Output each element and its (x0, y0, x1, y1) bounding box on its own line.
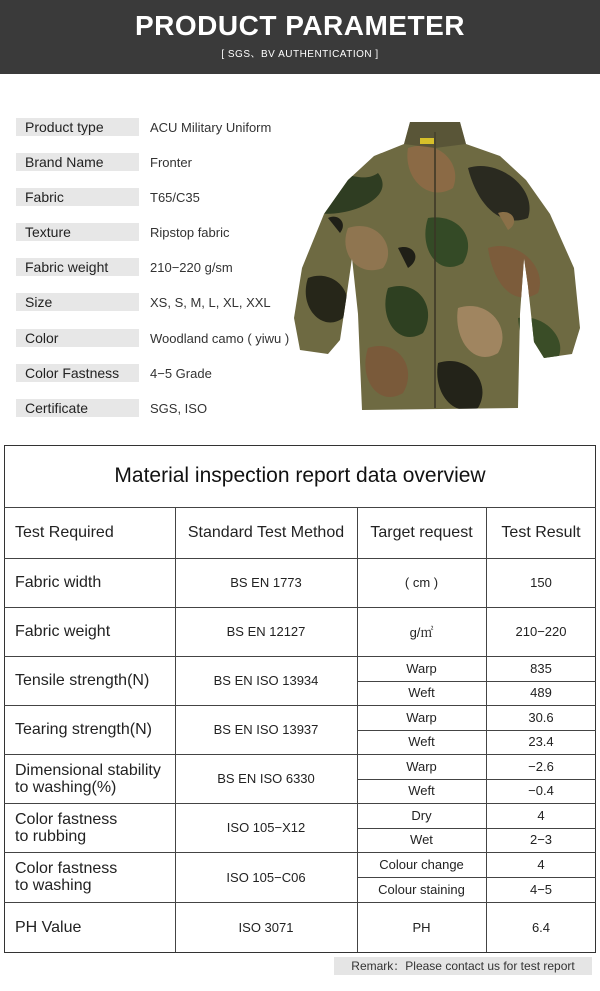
parameter-value: 210−220 g/sm (150, 260, 233, 275)
table-header-cell: Test Result (501, 523, 581, 541)
parameter-value: Woodland camo ( yiwu ) (150, 331, 290, 346)
test-method-cell: BS EN ISO 6330 (217, 771, 315, 786)
parameter-label: Fabric weight (16, 258, 139, 276)
target-request-cell: Colour staining (378, 882, 465, 897)
test-result-cell: 23.4 (528, 734, 554, 750)
test-name-cell: Color fastness to rubbing (15, 810, 118, 845)
parameter-value: T65/C35 (150, 190, 200, 205)
test-name-cell: Color fastness to washing (15, 860, 118, 894)
target-request-cell: PH (412, 919, 431, 935)
parameter-label: Size (16, 293, 139, 311)
target-request-cell: Dry (411, 807, 432, 823)
target-request-cell: Wet (410, 832, 433, 848)
target-request-cell: g/㎡ (409, 625, 434, 640)
test-method-cell: BS EN 1773 (230, 575, 302, 590)
table-header-cell: Test Required (15, 524, 114, 541)
test-method-cell: ISO 3071 (238, 919, 294, 935)
test-result-cell: −2.6 (528, 758, 554, 774)
test-result-cell: 4 (537, 807, 545, 823)
parameter-label: Product type (16, 118, 139, 136)
target-request-cell: ( cm ) (404, 575, 439, 590)
test-name-cell: Fabric weight (15, 623, 111, 640)
test-result-cell: 2−3 (529, 832, 553, 848)
parameter-value: Fronter (150, 155, 192, 170)
test-method-cell: ISO 105−X12 (226, 820, 306, 835)
remark-note: Remark：Please contact us for test report (334, 957, 592, 975)
target-request-cell: Warp (406, 709, 437, 725)
test-result-cell: 489 (530, 685, 552, 701)
test-result-cell: 210−220 (515, 624, 567, 639)
parameter-label: Color Fastness (16, 364, 139, 382)
authentication-subtitle: [ SGS、BV AUTHENTICATION ] (221, 49, 379, 60)
parameter-label: Texture (16, 223, 139, 241)
test-result-cell: 4 (537, 857, 545, 872)
camo-jacket-image (288, 118, 584, 414)
test-result-cell: 835 (530, 660, 552, 676)
parameter-value: SGS, ISO (150, 401, 208, 416)
table-header-cell: Target request (370, 523, 473, 541)
header-banner (0, 0, 600, 74)
target-request-cell: Warp (406, 758, 437, 774)
test-name-cell: Tensile strength(N) (15, 672, 150, 689)
test-method-cell: ISO 105−C06 (226, 869, 306, 885)
parameter-value: ACU Military Uniform (150, 120, 272, 135)
test-method-cell: BS EN ISO 13937 (213, 722, 319, 737)
report-title: Material inspection report data overview (114, 464, 486, 487)
parameter-label: Fabric (16, 188, 139, 206)
parameter-value: Ripstop fabric (150, 225, 230, 240)
test-result-cell: 6.4 (531, 919, 551, 935)
test-name-cell: Tearing strength(N) (15, 721, 152, 738)
target-request-cell: Weft (408, 685, 435, 701)
test-result-cell: 150 (530, 575, 552, 590)
table-header-cell: Standard Test Method (187, 523, 345, 541)
parameter-label: Brand Name (16, 153, 139, 171)
target-request-cell: Weft (408, 734, 435, 750)
test-method-cell: BS EN 12127 (226, 624, 306, 639)
test-name-cell: Dimensional stability to washing(%) (15, 761, 161, 796)
parameter-label: Certificate (16, 399, 139, 417)
test-name-cell: PH Value (15, 918, 82, 936)
test-result-cell: 30.6 (528, 709, 554, 725)
target-request-cell: Weft (408, 783, 435, 799)
test-result-cell: −0.4 (528, 783, 554, 799)
test-name-cell: Fabric width (15, 574, 102, 591)
parameter-value: XS, S, M, L, XL, XXL (150, 295, 271, 310)
parameter-value: 4−5 Grade (150, 366, 212, 381)
parameter-label: Color (16, 329, 139, 347)
test-result-cell: 4−5 (529, 882, 553, 897)
page-title: PRODUCT PARAMETER (135, 10, 465, 41)
test-method-cell: BS EN ISO 13934 (213, 673, 319, 688)
target-request-cell: Colour change (379, 857, 464, 872)
target-request-cell: Warp (406, 660, 437, 676)
